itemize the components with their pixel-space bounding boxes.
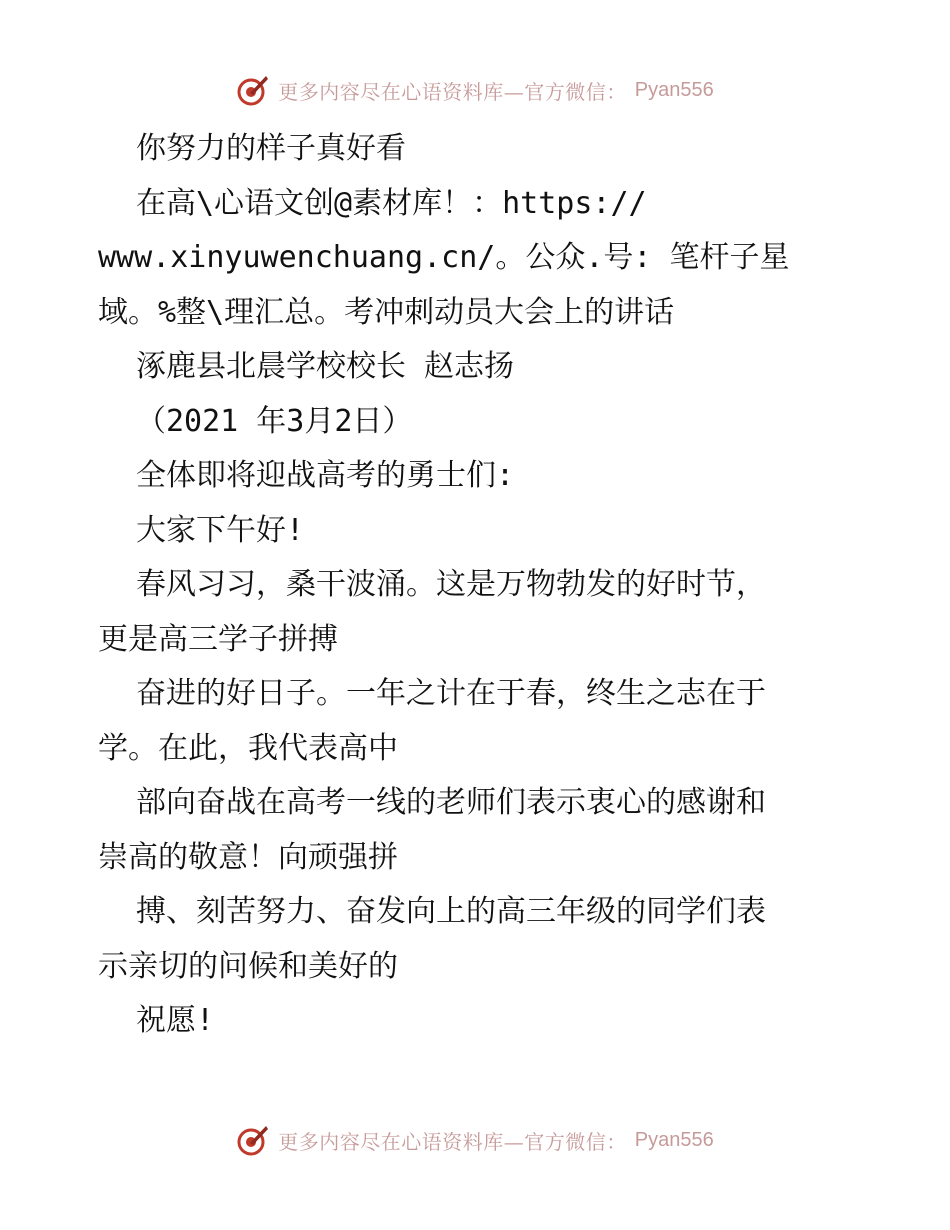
footer-watermark <box>0 1120 950 1160</box>
doc-line-greeting: 大家下午好! <box>136 512 305 548</box>
doc-line: 示亲切的问候和美好的 <box>98 948 398 984</box>
doc-line: 部向奋战在高考一线的老师们表示衷心的感谢和 <box>136 785 766 820</box>
doc-line: 春风习习，桑干波涌。这是万物勃发的好时节， <box>136 567 766 602</box>
watermark-text: 更多内容尽在心语资料库—官方微信： <box>278 1129 627 1154</box>
watermark-wechat-id: Pyan556 <box>634 1128 714 1151</box>
doc-line: 崇高的敬意！向顽强拼 <box>98 839 398 875</box>
doc-line: 在高\心语文创@素材库！：https:// <box>136 185 647 221</box>
doc-line: 学。在此，我代表高中 <box>98 730 398 766</box>
doc-line: 更是高三学子拼搏 <box>98 621 338 657</box>
watermark-wechat-id: Pyan556 <box>634 78 714 101</box>
doc-line: 域。%整\理汇总。考冲刺动员大会上的讲话 <box>98 294 675 330</box>
document-body <box>98 122 858 1049</box>
quill-logo-icon <box>236 1123 270 1157</box>
watermark-text: 更多内容尽在心语资料库—官方微信： <box>278 79 627 104</box>
doc-line: www.xinyuwenchuang.cn/。公众.号: 笔杆子星 <box>98 240 790 275</box>
doc-line-author: 涿鹿县北晨学校校长 赵志扬 <box>136 349 515 384</box>
doc-line: 祝愿! <box>136 1003 215 1038</box>
doc-line-date: （2021 年3月2日） <box>136 403 413 439</box>
doc-line-salutation: 全体即将迎战高考的勇士们: <box>136 458 515 493</box>
quill-logo-icon <box>236 73 270 107</box>
doc-line: 奋进的好日子。一年之计在于春，终生之志在于 <box>136 676 766 711</box>
doc-line-title: 你努力的样子真好看 <box>136 131 406 166</box>
doc-line: 搏、刻苦努力、奋发向上的高三年级的同学们表 <box>136 894 766 929</box>
header-watermark <box>0 70 950 110</box>
